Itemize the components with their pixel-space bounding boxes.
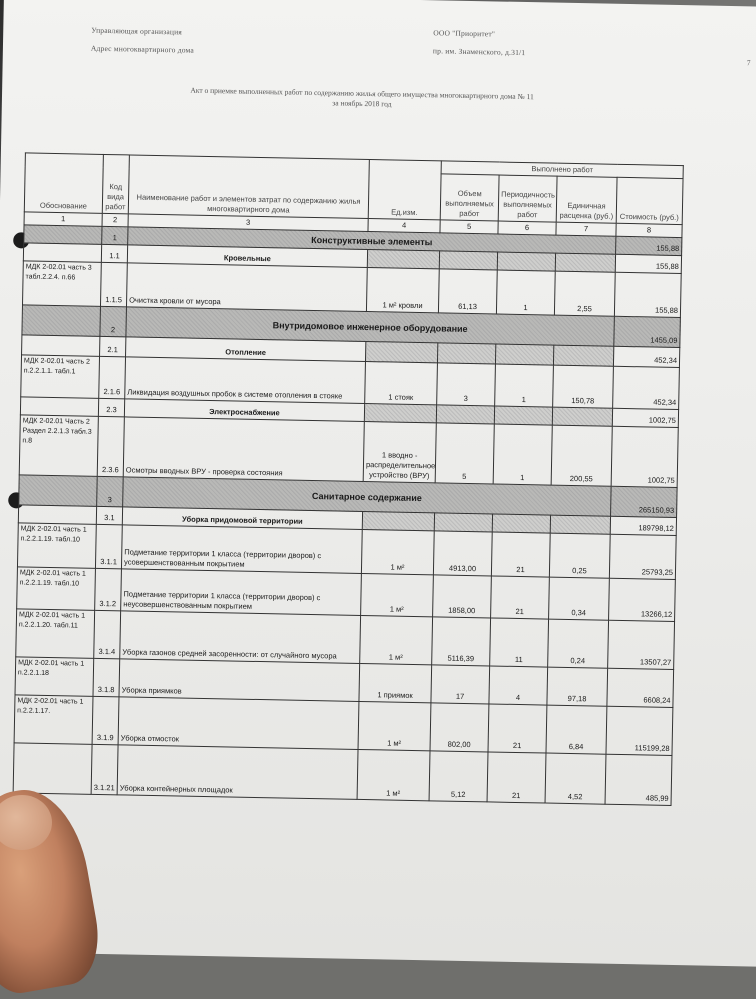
cell-price: 0,24 [548,619,609,668]
header-code: Код вида работ [102,154,129,213]
subsection-title: Отопление [126,337,366,362]
cell-price: 2,55 [554,271,615,316]
cell-period: 21 [491,532,550,577]
cell-basis: МДК 2-02.01 часть 1 п.2.2.1.19. табл.10 [17,567,96,610]
cell-price: 200,55 [551,425,612,486]
cell-volume: 5116,39 [432,617,491,666]
cell-basis: МДК 2-02.01 часть 1 п.2.2.1.17. [14,695,93,744]
cell-volume: 5 [435,423,494,484]
cell-cost: 155,88 [615,254,681,273]
cell-price: 150,78 [553,365,614,408]
cell-period [492,514,550,533]
cell-basis: МДК 2-02.01 часть 2 п.2.2.1.1. табл.1 [21,355,100,398]
cell-name: Уборка отмосток [118,697,359,750]
cell-unit: 1 м² [357,749,430,800]
header-basis: Обоснование [24,153,103,213]
cell-code: 1.1 [101,244,127,262]
subsection-title: Электроснабжение [124,399,364,422]
cell-basis [22,335,100,356]
cell-basis: МДК 2-02.01 часть 1 п.2.2.1.18 [15,657,94,696]
cell-period: 1 [496,270,555,315]
header-done: Выполнено работ [441,161,683,179]
cell-period: 11 [490,618,549,667]
cell-cost: 189798,12 [610,516,676,535]
table-header-row [25,153,683,179]
cell-volume [437,343,495,364]
cell-basis: МДК 2-02.01 Часть 2 Раздел 2.2.1.3 табл.3 п.8 [19,415,98,476]
cell-period: 21 [491,576,550,619]
cell-basis [23,243,101,262]
cell-basis [19,475,98,506]
cell-cost: 155,88 [616,236,682,255]
cell-price [550,515,610,534]
cell-cost: 13266,12 [609,578,676,621]
cell-code: 1.1.5 [100,262,127,306]
cell-basis [20,397,98,416]
page-number: 7 [746,58,751,68]
cell-period: 21 [487,752,546,803]
cell-cost: 115199,28 [606,706,673,755]
cell-unit: 1 приямок [359,663,432,702]
cell-code: 3.1.2 [95,568,122,610]
cell-name: Подметание территории 1 класса (территории дворов) с неусовершенствованным покрытием [121,569,362,616]
cell-unit [367,250,439,269]
cell-code: 2.1 [100,336,126,356]
cell-name: Очистка кровли от мусора [126,263,367,312]
cell-volume: 4913,00 [433,531,492,576]
cell-code: 3.1.1 [95,524,122,568]
address-label: Адрес многоквартирного дома [90,43,195,55]
cell-price: 6,84 [546,705,607,754]
cell-cost: 6608,24 [607,668,674,707]
cell-basis [24,225,102,244]
cell-code: 3 [97,476,124,506]
header-cost: Стоимость (руб.) [616,177,683,224]
cell-code: 3.1.21 [91,744,118,794]
cell-period [494,406,552,425]
cell-cost: 485,99 [605,754,672,805]
section-title: Внутридомовое инженерное оборудование [126,307,614,346]
cell-period [497,252,555,271]
cell-basis [18,505,96,524]
cell-period: 4 [489,666,548,705]
cell-unit: 1 м² кровли [366,268,439,313]
cell-cost: 265150,93 [611,486,678,517]
col-num: 7 [556,222,616,236]
col-num: 6 [498,221,556,235]
cell-volume: 802,00 [430,703,489,752]
org-value: ООО "Приоритет" [433,28,496,39]
col-num: 5 [440,220,498,234]
section-title: Санитарное содержание [123,477,611,516]
cell-code: 3.1.9 [92,696,119,744]
cell-price: 4,52 [545,753,606,804]
cell-code: 2.3.6 [97,416,124,476]
cell-volume: 3 [437,363,496,406]
cell-period [495,344,553,365]
cell-volume: 1858,00 [433,575,492,618]
header-unit: Ед.изм. [368,160,441,220]
cell-price [552,407,612,426]
cell-volume: 5,12 [429,751,488,802]
cell-basis: МДК 2-02.01 часть 3 табл.2.2.4. п.66 [22,261,101,306]
cell-period: 1 [495,364,554,407]
cell-volume: 61,13 [438,269,497,314]
cell-unit: 1 м² [361,573,434,616]
cell-unit [364,403,436,422]
cell-period: 21 [488,704,547,753]
subsection-title: Кровельные [127,245,367,268]
cell-price: 97,18 [547,667,608,706]
document-title [82,84,642,115]
cell-volume [439,251,497,270]
cell-cost: 25793,25 [609,534,676,579]
cell-basis: МДК 2-02.01 часть 1 п.2.2.1.19. табл.10 [17,523,96,568]
cell-code: 2.1.6 [99,356,126,398]
cell-cost: 155,88 [614,272,681,317]
cell-name: Уборка приямков [119,659,360,702]
cell-volume [436,405,494,424]
cell-name: Ликвидация воздушных пробок в системе отопления в стояке [125,357,366,404]
cell-unit [365,342,437,363]
cell-code: 2.3 [98,398,124,416]
org-label: Управляющая организация [91,25,183,37]
cell-code: 3.1.4 [94,610,121,658]
cell-basis [13,743,92,794]
cell-unit [362,511,434,530]
cell-code: 3.1.8 [93,658,120,696]
cell-unit: 1 м² [358,701,431,750]
cell-volume: 17 [431,665,490,704]
cell-basis [22,305,101,336]
col-num: 3 [128,214,368,232]
cell-unit: 1 стояк [365,362,438,405]
header-period: Периодичность выполняемых работ [498,175,557,222]
cell-cost: 452,34 [613,346,679,367]
cell-volume [434,513,492,532]
cell-basis: МДК 2-02.01 часть 1 п.2.2.1.20. табл.11 [16,609,95,658]
cell-price [555,253,615,272]
cell-name: Осмотры вводных ВРУ - проверка состояния [123,417,364,482]
header-name: Наименование работ и элементов затрат по содержанию жилья многоквартирного дома [128,155,369,219]
cell-period: 1 [493,424,552,485]
header-price: Единичная расценка (руб.) [556,176,617,223]
cell-price: 0,34 [549,577,610,620]
title-line-2: за ноябрь 2018 год [332,98,392,109]
col-num: 4 [368,219,440,233]
cell-price [553,345,613,366]
address-value: пр. им. Знаменского, д.31/1 [432,46,526,58]
col-num: 2 [102,213,128,226]
cell-cost: 1455,09 [614,316,681,347]
cell-unit: 1 вводно - распределительное устройство (ВРУ) [363,421,436,482]
col-num: 1 [24,212,102,226]
cell-code: 3.1 [96,506,122,524]
cell-code: 2 [100,306,127,336]
cell-name: Уборка контейнерных площадок [117,745,358,800]
cell-cost: 1002,75 [612,408,678,427]
cell-name: Подметание территории 1 класса (территории дворов) с усовершенствованным покрытием [121,525,362,574]
cell-name: Уборка газонов средней засоренности: от случайного мусора [120,611,361,664]
cell-price: 0,25 [549,533,610,578]
cell-unit: 1 м² [361,529,434,574]
header-volume: Объем выполняемых работ [440,174,499,221]
title-line-1: Акт о приемке выполненных работ по содержанию жилья общего имущества многоквартирного дома № 11 [190,85,534,102]
cell-unit: 1 м² [360,615,433,664]
subsection-title: Уборка придомовой территории [122,507,362,530]
cell-cost: 13507,27 [608,620,675,669]
col-num: 8 [616,223,682,237]
cell-code: 1 [102,226,128,244]
cell-cost: 1002,75 [611,426,678,487]
section-title: Конструктивные элементы [128,227,616,254]
works-table [13,152,684,806]
cell-cost: 452,34 [613,366,680,409]
